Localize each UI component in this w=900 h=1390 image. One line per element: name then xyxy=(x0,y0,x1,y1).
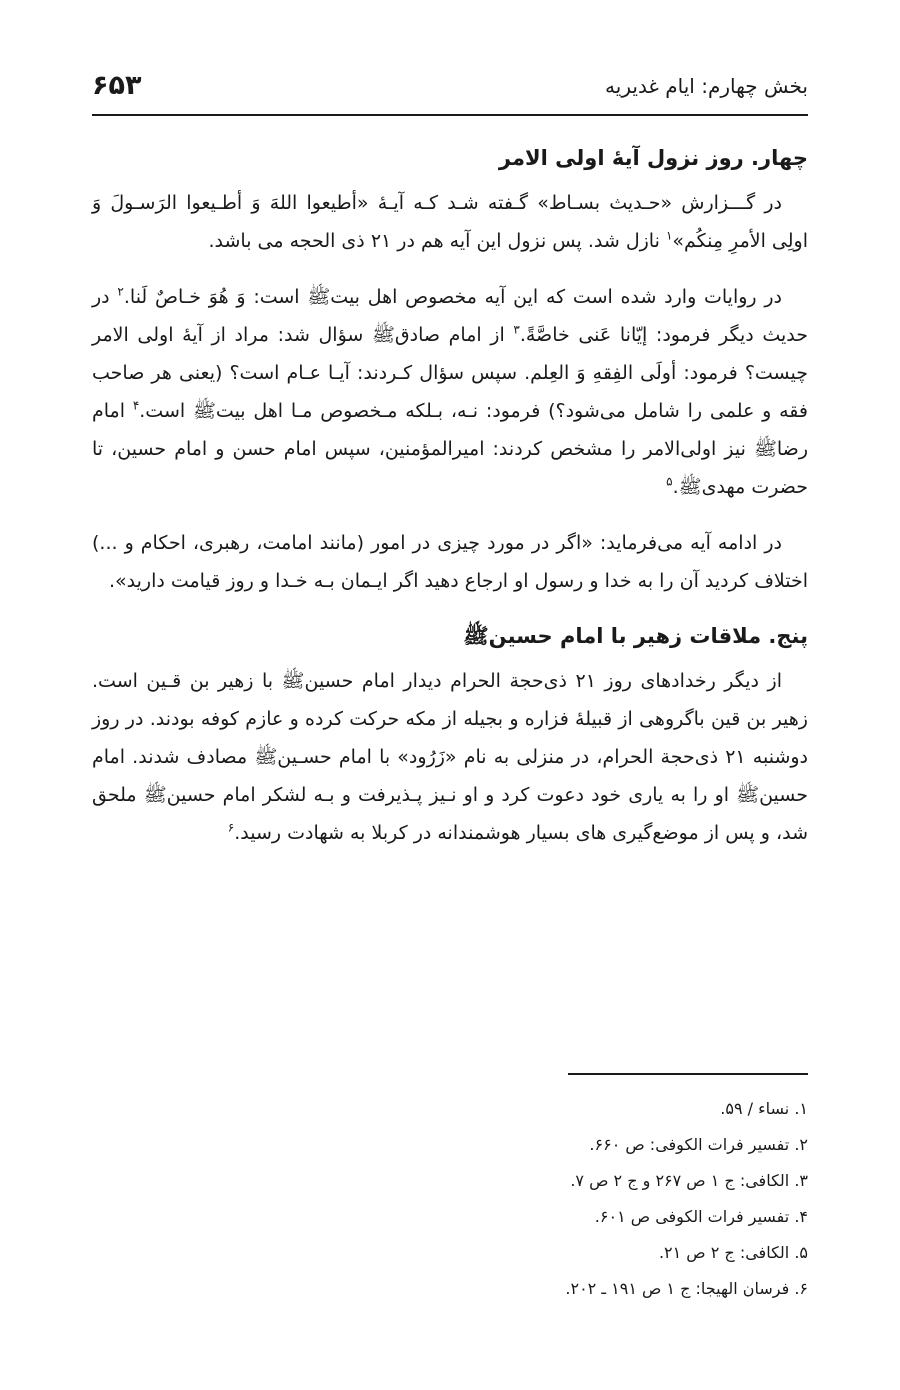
section-heading: پنج. ملاقات زهیر با امام حسینﷺ xyxy=(463,624,808,648)
footnote-ref[interactable]: ۴ xyxy=(132,398,140,413)
honorific-symbol: ﷺ xyxy=(736,784,760,806)
honorific-symbol: ﷺ xyxy=(753,438,777,460)
paragraph: در ادامه آیه می‌فرماید: «اگر در مورد چیزی در امور (مانند امامت، رهبری، احکام و ...) اختلاف کردید آن را به خدا و رسول او ارجاع دهید اگر ایـمان بـه خـدا و روز قیامت دارید». xyxy=(92,532,808,592)
main-content xyxy=(92,140,808,870)
page-header xyxy=(92,70,808,116)
honorific-symbol: ﷺ xyxy=(463,624,489,648)
paragraph: در گـــزارش «حـدیث بسـاط» گـفته شـد کـه آیـهٔ «أطیعوا اللهَ وَ أطـیعوا الرَسـولَ وَ اولِی الأمرِ مِنکُم»$^۱$ نازل شد. پس نزول این آیه هم در ۲۱ ذی الحجه می باشد. xyxy=(92,192,808,252)
running-title: بخش چهارم: ایام غدیریه xyxy=(605,74,808,98)
page-number: ۶۵۳ xyxy=(92,70,142,101)
footnote-item: ۲. تفسیر فرات الکوفی: ص ۶۶۰. xyxy=(589,1135,808,1154)
footnote-item: ۴. تفسیر فرات الکوفی ص ۶۰۱. xyxy=(594,1207,808,1226)
paragraph: در روایات وارد شده است که این آیه مخصوص اهل بیتﷺ است: وَ هُوَ خـاصٌ لَنا.$^۲$ در حدیث دیگر فرمود: إیّانا عَنی خاصَّةً.$^۳$ از امام صادقﷺ سؤال شد: مراد از آیهٔ اولی الامر چیست؟ فرمود: أولَی الفِقهِ وَ العِلم. سپس سؤال کـردند: آیـا عـام است؟ (یعنی هر صاحب فقه و علمی را شامل می‌شود؟) فرمود: نـه، بـلکه مـخصوص مـا اهل بیتﷺ است.$^۴$ امام رضاﷺ نیز اولی‌الامر را مشخص کردند: امیرالمؤمنین، سپس امام حسن و امام حسین، تا حضرت مهدیﷺ.$^۵$ xyxy=(92,284,808,498)
paragraph: از دیگر رخدادهای روز ۲۱ ذی‌حجة الحرام دیدار امام حسینﷺ با زهیر بن قـین است. زهیر بن قین باگروهی از قبیلهٔ فزاره و بجیله از مکه حرکت کرده و عازم کوفه بودند. در روز دوشنبه ۲۱ ذی‌حجة الحرام، در منزلی به نام «زَرُود» با امام حسـینﷺ مصادف شدند. امام حسینﷺ او را به یاری خود دعوت کرد و او نـیز پـذیرفت و بـه لشکر امام حسینﷺ ملحق شد، و پس از موضع‌گیری های بسیار هوشمندانه در کربلا به شهادت رسید.$^۶$ xyxy=(92,670,809,844)
footnote-item: ۳. الکافی: ج ۱ ص ۲۶۷ و ج ۲ ص ۷. xyxy=(570,1171,808,1190)
footnote-item: ۵. الکافی: ج ۲ ص ۲۱. xyxy=(658,1243,808,1262)
footnote-ref[interactable]: ۵ xyxy=(666,474,673,489)
footnote-ref[interactable]: ۱ xyxy=(665,228,673,243)
footnotes xyxy=(92,1094,808,1310)
footnote-divider xyxy=(568,1073,808,1075)
honorific-symbol: ﷺ xyxy=(307,286,331,308)
honorific-symbol: ﷺ xyxy=(371,324,395,346)
footnote-ref[interactable]: ۲ xyxy=(117,284,124,299)
footnote-ref[interactable]: ۶ xyxy=(227,820,235,835)
honorific-symbol: ﷺ xyxy=(678,476,702,498)
honorific-symbol: ﷺ xyxy=(254,746,278,768)
honorific-symbol: ﷺ xyxy=(143,784,167,806)
footnote-item: ۶. فرسان الهیجا: ج ۱ ص ۱۹۱ ـ ۲۰۲. xyxy=(565,1279,808,1298)
section-heading: چهار. روز نزول آیهٔ اولی الامر xyxy=(498,146,808,170)
honorific-symbol: ﷺ xyxy=(281,670,305,692)
footnote-item: ۱. نساء / ۵۹. xyxy=(720,1099,808,1118)
footnote-ref[interactable]: ۳ xyxy=(513,322,520,337)
honorific-symbol: ﷺ xyxy=(192,400,216,422)
